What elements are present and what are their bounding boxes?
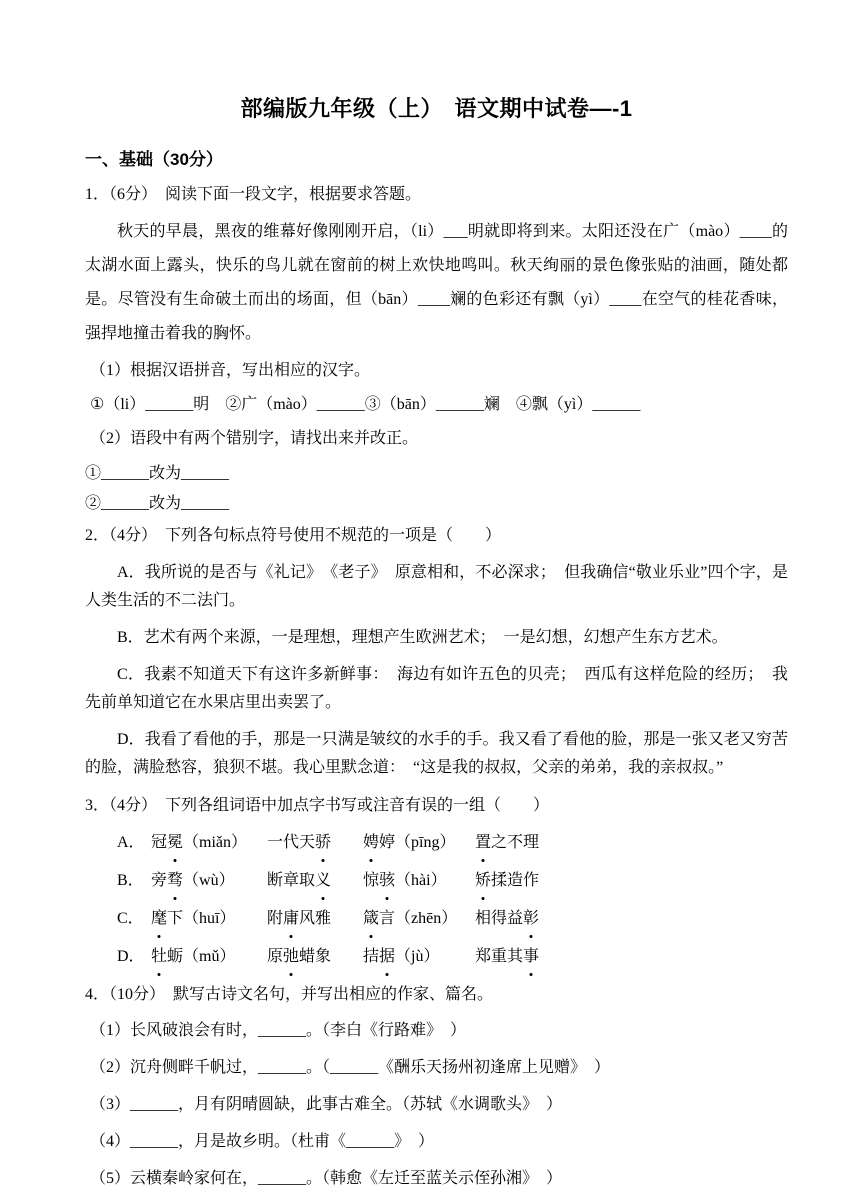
q4-stem: 4．（10分） 默写古诗文名句，并写出相应的作家、篇名。 (85, 986, 494, 1003)
q3-d-word-1: 牡蛎（mǔ） (151, 942, 267, 972)
q4-item-4: （4）______，月是故乡明。（杜甫《______》 ） (90, 1133, 435, 1150)
q4-item-5: （5）云横秦岭家何在，______。（韩愈《左迁至蓝关示侄孙湘》 ） (90, 1170, 563, 1187)
q3-c-word-1: 麾下（huī） (151, 904, 267, 934)
q3-c-word-4: 相得益彰 (475, 904, 539, 934)
q4-item-3: （3）______，月有阴晴圆缺，此事古难全。（苏轼《水调歌头》 ） (90, 1096, 563, 1113)
q2-option-c: C．我素不知道天下有这许多新鲜事： 海边有如许五色的贝壳； 西瓜有这样危险的经历； 我先前单知道它在水果店里出卖罢了。 (85, 666, 788, 711)
q3-b-word-2: 断章取义 (267, 866, 363, 896)
q3-d-word-3: 拮据（jù） (363, 942, 475, 972)
q3-row-b (85, 866, 788, 896)
paper-title: 部编版九年级（上） 语文期中试卷—-1 (240, 96, 633, 121)
q3-a-word-2: 一代天骄 (267, 828, 363, 858)
q3-row-a (85, 828, 788, 858)
q3-stem: 3．（4分） 下列各组词语中加点字书写或注音有误的一组（ ） (85, 797, 550, 814)
q3-c-label: C． (117, 910, 144, 927)
q3-row-d (85, 942, 788, 972)
q3-d-word-4: 郑重其事 (475, 942, 539, 972)
q3-b-word-3: 惊骇（hài） (363, 866, 475, 896)
q2-option-d: D．我看了看他的手，那是一只满是皱纹的水手的手。我又看了看他的脸，那是一张又老又穷苦的脸，满脸愁容，狼狈不堪。我心里默念道： “这是我的叔叔，父亲的弟弟，我的亲叔叔。” (85, 731, 788, 776)
q2-option-a: A．我所说的是否与《礼记》 《老子》 原意相和，不必深求； 但我确信“敬业乐业”四个字，是人类生活的不二法门。 (85, 564, 788, 609)
q4-item-1: （1）长风破浪会有时，______。（李白《行路难》 ） (90, 1022, 467, 1039)
q3-b-word-1: 旁骛（wù） (151, 866, 267, 896)
q1-sub1-answer-blanks: ①（li）______明 ②广（mào）______③（bān）______斓 ④飘（yì）______ (90, 396, 641, 413)
q2-option-b: B．艺术有两个来源，一是理想，理想产生欧洲艺术； 一是幻想，幻想产生东方艺术。 (117, 629, 728, 646)
q3-d-word-2: 原弛蜡象 (267, 942, 363, 972)
q3-row-c (85, 904, 788, 934)
q1-passage: 秋天的早晨，黑夜的维幕好像刚刚开启，（li）___明就即将到来。太阳还没在广（mào）____的太湖水面上露头，快乐的鸟儿就在窗前的树上欢快地鸣叫。秋天绚丽的景色像张贴的油画，随处都是。尽管没有生命破土而出的场面，但（bān）____斓的色彩还有飘（yì）____在空气的桂花香味，强捍地撞击着我的胸怀。 (85, 223, 788, 342)
q3-b-label: B． (117, 872, 144, 889)
q3-b-word-4: 矫揉造作 (475, 866, 539, 896)
q1-sub2-blank-2: ②______改为______ (85, 495, 230, 512)
q3-a-word-4: 置之不理 (475, 828, 539, 858)
q1-sub1-prompt: （1）根据汉语拼音，写出相应的汉字。 (90, 362, 371, 379)
q1-stem: 1．（6分） 阅读下面一段文字，根据要求答题。 (85, 186, 422, 203)
q3-a-label: A． (117, 834, 145, 851)
q1-sub2-prompt: （2）语段中有两个错别字，请找出来并改正。 (90, 430, 419, 447)
q3-c-word-2: 附庸风雅 (267, 904, 363, 934)
q3-a-word-1: 冠冕（miǎn） (151, 828, 267, 858)
q3-d-label: D． (117, 948, 145, 965)
q4-item-2: （2）沉舟侧畔千帆过，______。（______《酬乐天扬州初逢席上见赠》 ） (90, 1059, 611, 1076)
section-heading: 一、基础（30分） (85, 150, 223, 169)
q3-c-word-3: 箴言（zhēn） (363, 904, 475, 934)
q2-stem: 2．（4分） 下列各句标点符号使用不规范的一项是（ ） (85, 527, 502, 544)
q1-sub2-blank-1: ①______改为______ (85, 465, 230, 482)
q3-a-word-3: 娉婷（pīng） (363, 828, 475, 858)
